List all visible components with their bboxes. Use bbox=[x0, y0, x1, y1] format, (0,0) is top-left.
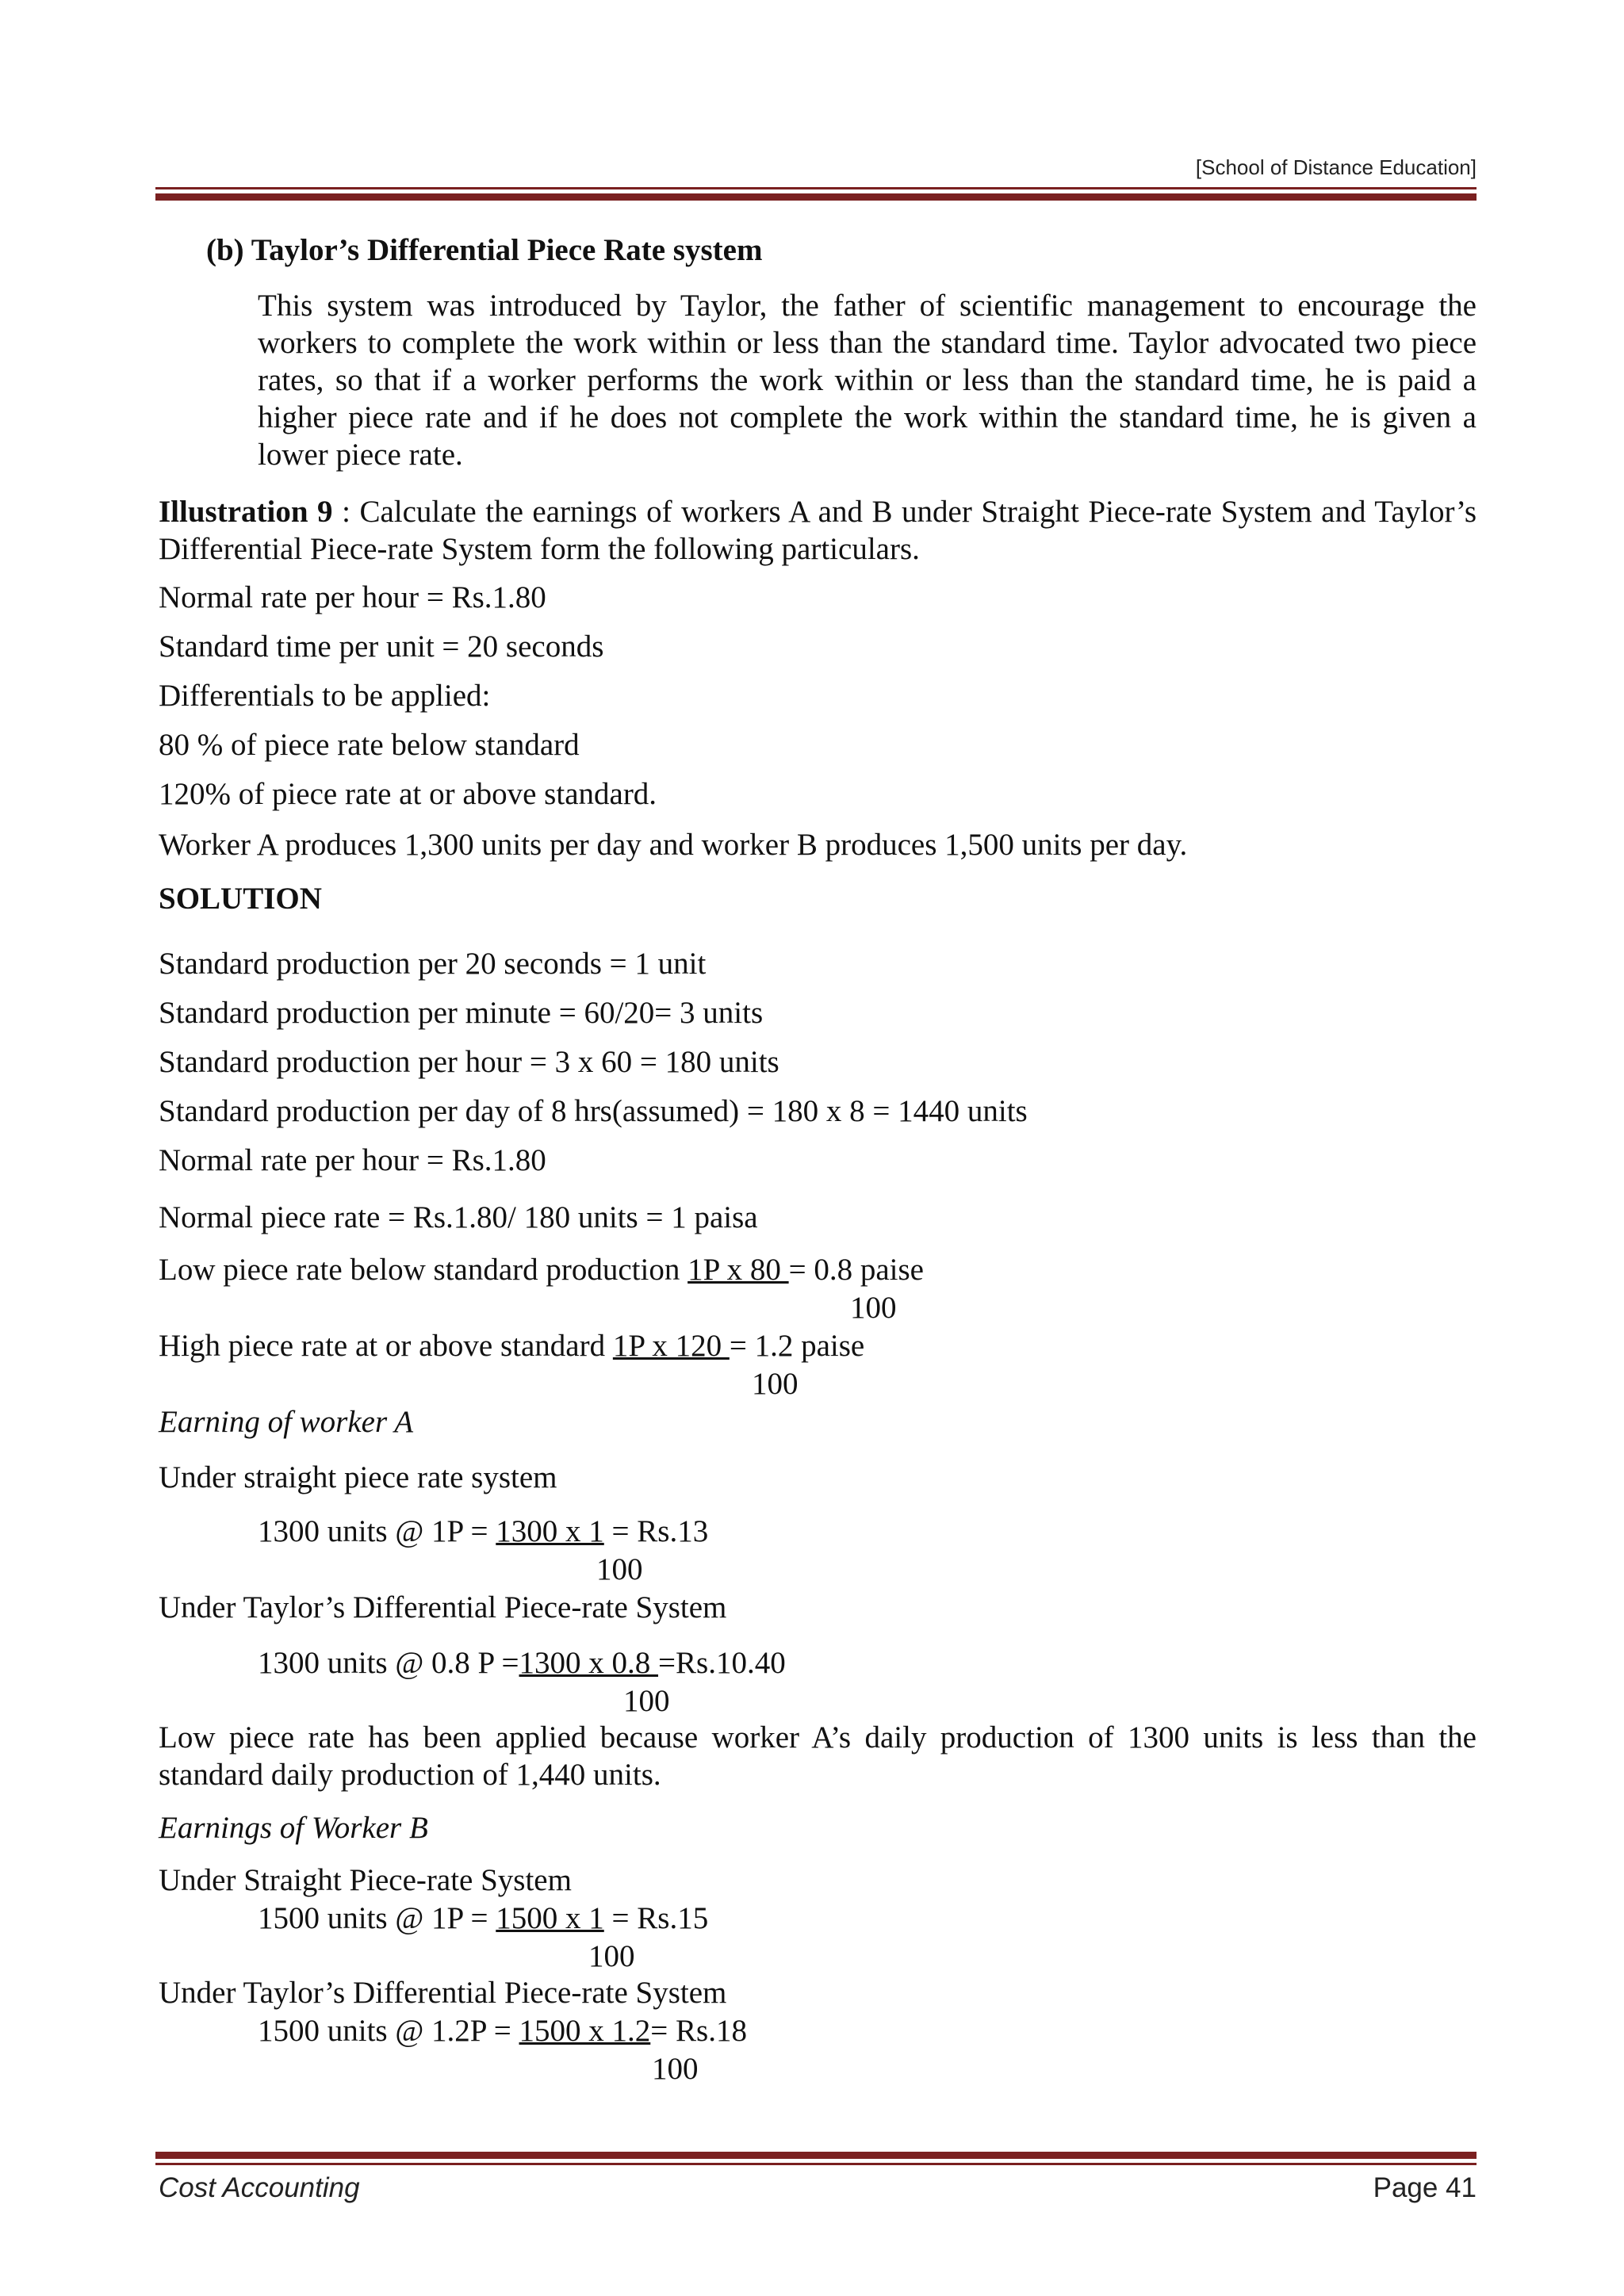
worker-b-title: Earnings of Worker B bbox=[159, 1811, 428, 1845]
high-rate-prefix: High piece rate at or above standard bbox=[159, 1329, 613, 1363]
given-line: Normal rate per hour = Rs.1.80 bbox=[159, 580, 546, 614]
worker-a-taylor-numerator: 1300 x 0.8 bbox=[519, 1646, 659, 1680]
solution-step: Standard production per hour = 3 x 60 = 180 units bbox=[159, 1045, 779, 1079]
worker-b-taylor-suffix: = Rs.18 bbox=[650, 2014, 747, 2048]
section-heading: (b) Taylor’s Differential Piece Rate system bbox=[206, 233, 763, 267]
illustration-label: Illustration 9 bbox=[159, 495, 333, 529]
low-rate-line bbox=[159, 1251, 924, 1288]
worker-a-straight-suffix: = Rs.13 bbox=[603, 1514, 709, 1548]
solution-heading: SOLUTION bbox=[159, 882, 322, 916]
worker-b-taylor-label: Under Taylor’s Differential Piece-rate System bbox=[159, 1976, 727, 2010]
worker-a-straight-denominator: 100 bbox=[596, 1552, 643, 1586]
low-rate-denominator: 100 bbox=[850, 1291, 897, 1325]
high-rate-numerator: 1P x 120 bbox=[612, 1329, 730, 1363]
illustration-sep: : bbox=[332, 495, 360, 529]
worker-b-straight-suffix: = Rs.15 bbox=[603, 1901, 709, 1935]
solution-step: Normal piece rate = Rs.1.80/ 180 units = 1 paisa bbox=[159, 1200, 758, 1234]
worker-a-straight-prefix: 1300 units @ 1P = bbox=[258, 1514, 496, 1548]
solution-step: Normal rate per hour = Rs.1.80 bbox=[159, 1143, 546, 1177]
solution-step: Standard production per 20 seconds = 1 unit bbox=[159, 947, 707, 981]
low-rate-numerator: 1P x 80 bbox=[688, 1253, 789, 1287]
footer-rule-thin bbox=[155, 2163, 1477, 2165]
worker-b-straight-prefix: 1500 units @ 1P = bbox=[258, 1901, 496, 1935]
given-line: Worker A produces 1,300 units per day and worker B produces 1,500 units per day. bbox=[159, 828, 1188, 862]
illustration-text: Calculate the earnings of workers A and B under Straight Piece-rate System and Taylor’s Differential Piece-rate System form the following particulars. bbox=[159, 495, 1477, 566]
solution-step: Standard production per day of 8 hrs(assumed) = 180 x 8 = 1440 units bbox=[159, 1094, 1028, 1128]
footer-rule-thick bbox=[155, 2152, 1477, 2159]
worker-a-taylor-suffix: =Rs.10.40 bbox=[658, 1646, 786, 1680]
header-rule-thick bbox=[155, 193, 1477, 201]
worker-b-taylor-line bbox=[258, 2012, 747, 2049]
footer-title: Cost Accounting bbox=[159, 2172, 360, 2203]
worker-b-taylor-prefix: 1500 units @ 1.2P = bbox=[258, 2014, 519, 2048]
worker-a-note: Low piece rate has been applied because worker A’s daily production of 1300 units is less than the standard daily production of 1,440 units. bbox=[159, 1720, 1477, 1792]
solution-step: Standard production per minute = 60/20= 3 units bbox=[159, 996, 764, 1030]
worker-a-taylor-label: Under Taylor’s Differential Piece-rate System bbox=[159, 1590, 727, 1624]
worker-b-straight-label: Under Straight Piece-rate System bbox=[159, 1863, 572, 1897]
worker-a-straight-numerator: 1300 x 1 bbox=[496, 1514, 604, 1548]
worker-a-taylor-prefix: 1300 units @ 0.8 P = bbox=[258, 1646, 519, 1680]
worker-a-straight-label: Under straight piece rate system bbox=[159, 1460, 557, 1494]
worker-a-straight-line bbox=[258, 1513, 708, 1550]
high-rate-line bbox=[159, 1327, 864, 1364]
high-rate-denominator: 100 bbox=[752, 1367, 799, 1401]
low-rate-suffix: = 0.8 paise bbox=[788, 1253, 924, 1287]
given-line: 120% of piece rate at or above standard. bbox=[159, 777, 657, 811]
given-line: Differentials to be applied: bbox=[159, 679, 491, 713]
given-line: Standard time per unit = 20 seconds bbox=[159, 629, 604, 664]
worker-a-taylor-line bbox=[258, 1644, 786, 1682]
worker-b-straight-denominator: 100 bbox=[588, 1939, 635, 1973]
worker-b-taylor-numerator: 1500 x 1.2 bbox=[519, 2014, 651, 2048]
worker-b-straight-numerator: 1500 x 1 bbox=[496, 1901, 604, 1935]
low-rate-prefix: Low piece rate below standard production bbox=[159, 1253, 688, 1287]
given-line: 80 % of piece rate below standard bbox=[159, 728, 580, 762]
worker-a-taylor-denominator: 100 bbox=[623, 1684, 670, 1718]
high-rate-suffix: = 1.2 paise bbox=[729, 1329, 865, 1363]
worker-b-taylor-denominator: 100 bbox=[652, 2052, 699, 2086]
section-intro: This system was introduced by Taylor, the father of scientific management to encourage the workers to complete the work within or less than the standard time. Taylor advocated two piece rates, so that if a worker performs the work within or less than the standard time, he is paid a higher piece rate and if he does not complete the work within the standard time, he is given a lower piece rate. bbox=[258, 289, 1477, 472]
illustration-paragraph bbox=[159, 493, 1477, 568]
header-rule-thin bbox=[155, 187, 1477, 189]
worker-a-title: Earning of worker A bbox=[159, 1405, 414, 1439]
worker-b-straight-line bbox=[258, 1900, 708, 1937]
page-number: Page 41 bbox=[1373, 2172, 1477, 2203]
header-org: [School of Distance Education] bbox=[1195, 155, 1477, 179]
